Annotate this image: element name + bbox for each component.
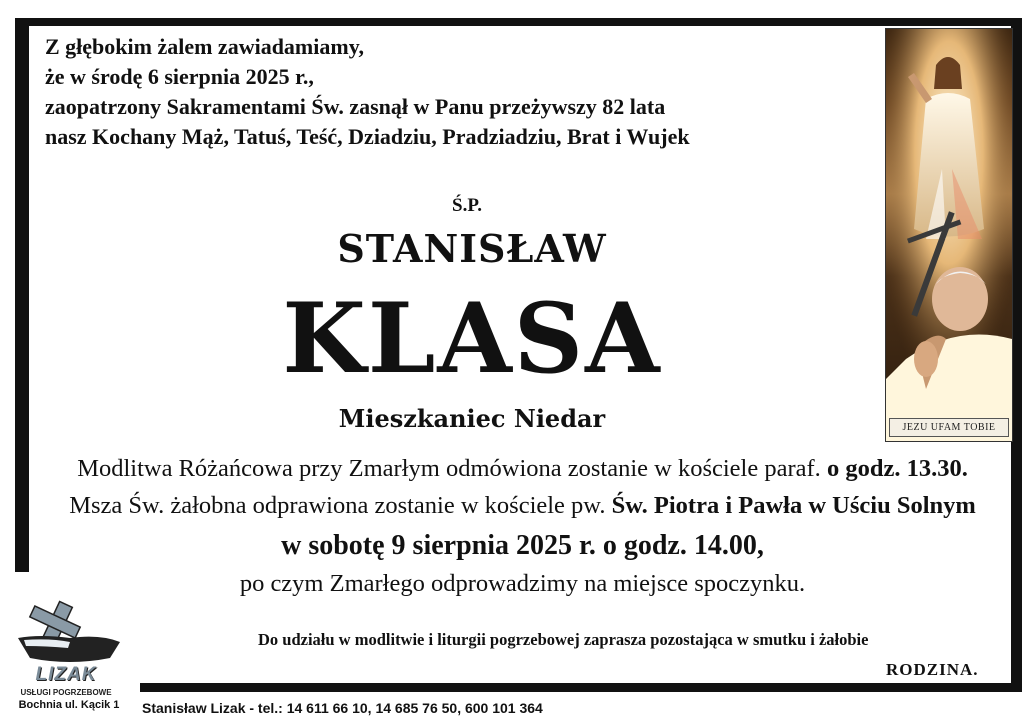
invitation-text: Do udziału w modlitwie i liturgii pogrzebowej zaprasza pozostająca w smutku i żałobie	[258, 630, 869, 649]
rosary-time: o godz. 13.30.	[826, 455, 968, 482]
company-address: Bochnia ul. Kącik 1	[18, 699, 120, 711]
deceased-residence: Mieszkaniec Niedar	[338, 404, 606, 433]
family-signature: RODZINA.	[886, 660, 979, 679]
cross-urn-icon	[10, 598, 132, 668]
procession-line: po czym Zmarłego odprowadzimy na miejsce spoczynku.	[239, 570, 806, 597]
intro-line: zaopatrzony Sakramentami Św. zasnął w Panu przeżywszy 82 lata	[45, 94, 666, 119]
deceased-first-name: STANISŁAW	[337, 226, 607, 271]
intro-line: nasz Kochany Mąż, Tatuś, Teść, Dziadziu, Pradziadziu, Brat i Wujek	[45, 124, 690, 149]
company-contact-footer: Stanisław Lizak - tel.: 14 611 66 10, 14 685 76 50, 600 101 364	[142, 700, 543, 716]
sp-abbreviation: Ś.P.	[452, 195, 482, 216]
divine-mercy-image	[885, 28, 1013, 442]
funeral-date-line: w sobotę 9 sierpnia 2025 r. o godz. 14.00,	[281, 530, 764, 561]
mass-text: Msza Św. żałobna odprawiona zostanie w kościele pw.	[69, 492, 612, 519]
mass-church: Św. Piotra i Pawła w Uściu Solnym	[611, 492, 976, 519]
divine-mercy-illustration	[886, 29, 1012, 441]
frame-bottom-border	[140, 683, 1020, 692]
frame-top-border	[15, 18, 1022, 26]
holy-image-caption: JEZU UFAM TOBIE	[889, 418, 1009, 437]
mass-line	[30, 492, 1015, 520]
intro-line: że w środę 6 sierpnia 2025 r.,	[45, 64, 314, 89]
company-subtitle: USŁUGI POGRZEBOWE	[20, 688, 112, 697]
rosary-line	[30, 455, 1015, 483]
deceased-surname: KLASA	[282, 282, 662, 395]
intro-line: Z głębokim żalem zawiadamiamy,	[45, 34, 364, 59]
rosary-text: Modlitwa Różańcowa przy Zmarłym odmówiona zostanie w kościele paraf.	[77, 455, 827, 482]
company-brand: LIZAK	[35, 664, 97, 685]
intro-text	[45, 32, 690, 152]
